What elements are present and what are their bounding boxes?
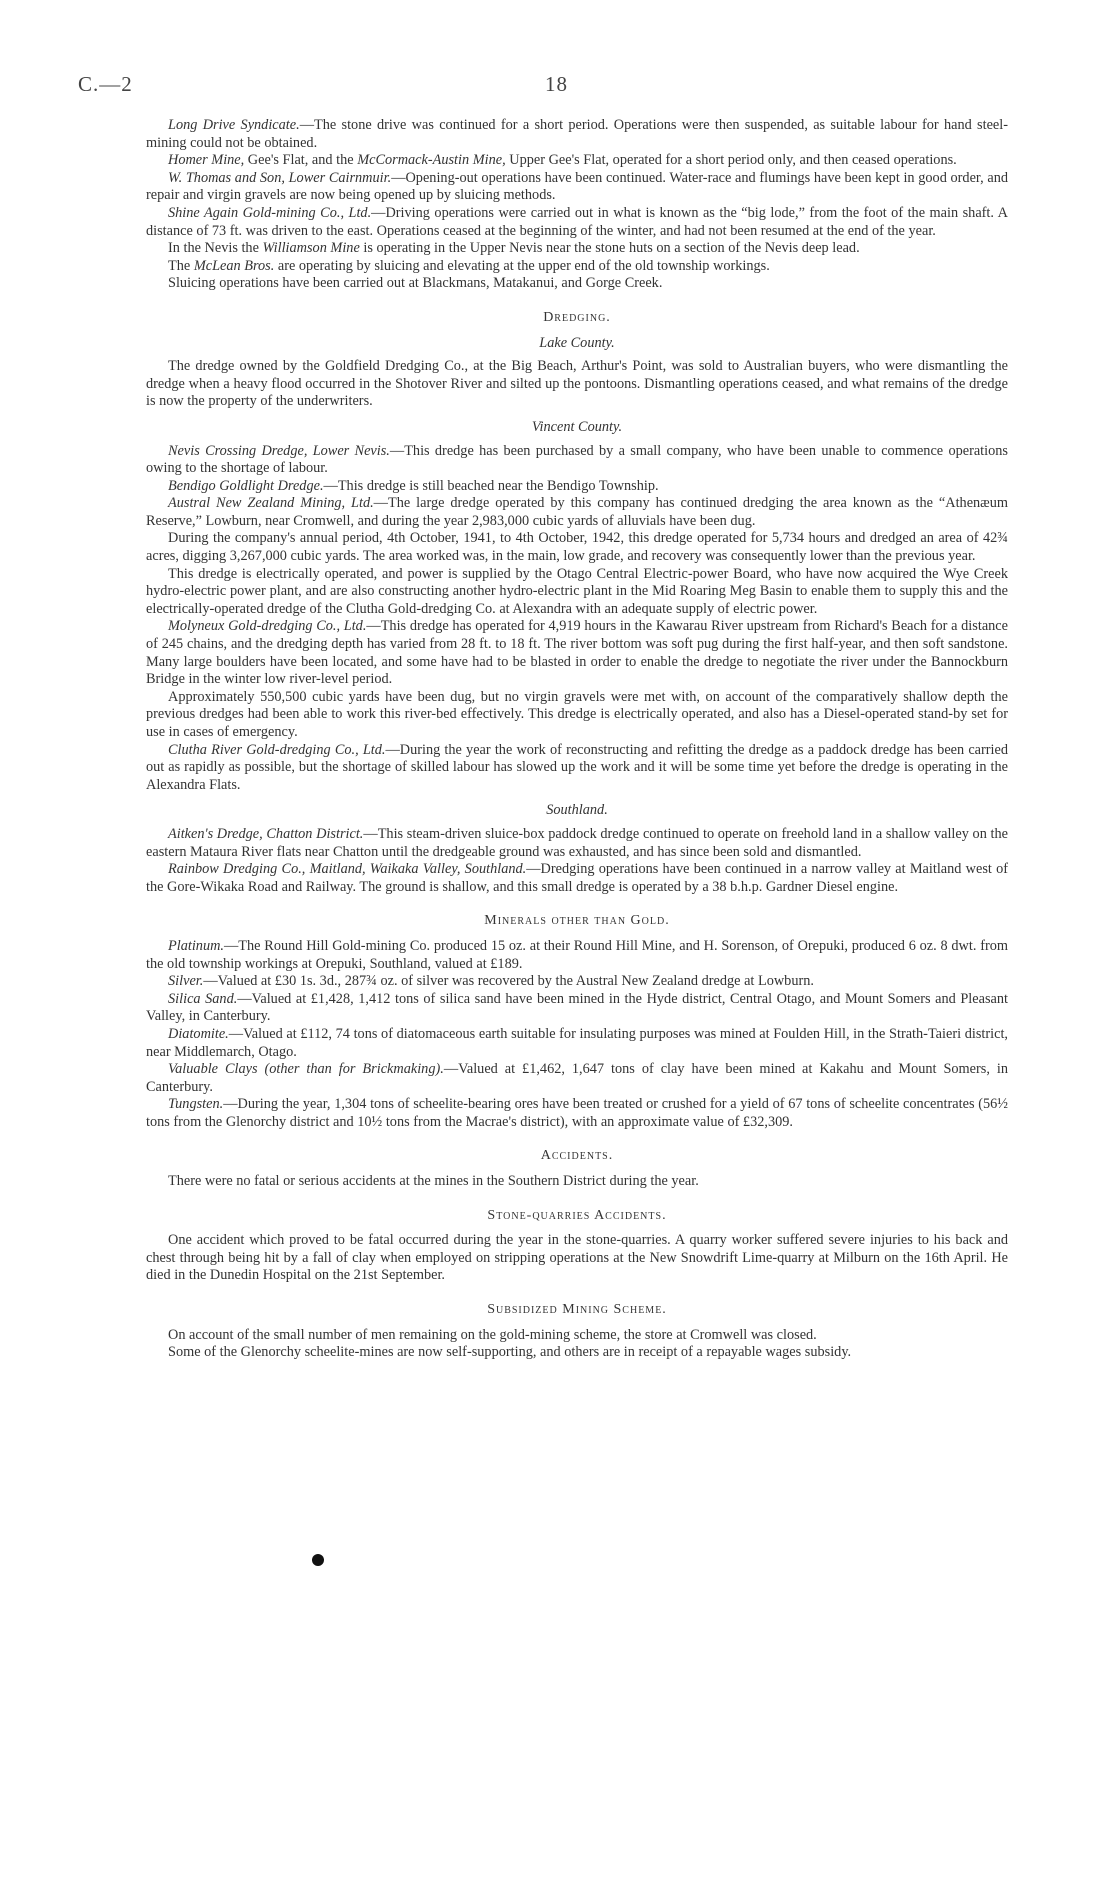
section-heading-subsidized: Subsidized Mining Scheme. [487,1302,667,1318]
subheading-vincent-county: Vincent County. [531,418,623,435]
paragraph: This dredge is electrically operated, and power is supplied by the Otago Central Electric-power Board, who have now acquired the Wye Creek hydro-electric power plant, and are also constructing another hydro-electric plant in the Mid Roaring Meg Basin to enable them to supply this and the electrically-operated dredge of the Clutha Gold-dredging Co. at Alexandra with an adequate supply of electric power. [146,565,1008,617]
paragraph: Shine Again Gold-mining Co., Ltd.—Driving operations were carried out in what is known as the “big lode,” from the foot of the main shaft. A distance of 73 ft. was driven to the east. Operations ceased at the beginning of the winter, and had not been resumed at the end of the year. [146,204,1008,239]
page-number: 18 [545,72,568,96]
paragraph: Bendigo Goldlight Dredge.—This dredge is still beached near the Bendigo Township. [168,477,659,494]
paragraph: Silica Sand.—Valued at £1,428, 1,412 tons of silica sand have been mined in the Hyde district, Central Otago, and Mount Somers and Pleasant Valley, in Canterbury. [146,990,1008,1025]
section-heading-minerals: Minerals other than Gold. [484,913,670,929]
paragraph: Clutha River Gold-dredging Co., Ltd.—During the year the work of reconstructing and refitting the dredge as a paddock dredge has been carried out as rapidly as possible, but the shortage of skilled labour has slowed up the work and it will be some time yet before the dredge is operating in the Alexandra Flats. [146,741,1009,793]
section-heading-dredging: Dredging. [543,309,611,325]
paragraph: Valuable Clays (other than for Brickmaking).—Valued at £1,462, 1,647 tons of clay have been mined at Kakahu and Mount Somers, in Canterbury. [146,1061,1008,1095]
paragraph: One accident which proved to be fatal occurred during the year in the stone-quarries. A quarry worker suffered severe injuries to his back and chest through being hit by a fall of clay when employed on stripping operations at the New Snowdrift Lime-quarry at Milburn on the 16th April. He died in the Dunedin Hospital on the 21st September. [146,1232,1008,1284]
paragraph: The dredge owned by the Goldfield Dredging Co., at the Big Beach, Arthur's Point, was sold to Australian buyers, who were dismantling the dredge when a heavy flood occurred in the Shotover River and silted up the pontoons. Dismantling operations ceased, and what remains of the dredge is now the property of the underwriters. [146,358,1008,410]
paragraph: Rainbow Dredging Co., Maitland, Waikaka Valley, Southland.—Dredging operations have been continued in a narrow valley at Maitland west of the Gore-Wikaka Road and Railway. The ground is shallow, and this small dredge is operated by a 38 b.h.p. Gardner Diesel engine. [146,861,1009,895]
paragraph: In the Nevis the Williamson Mine is operating in the Upper Nevis near the stone huts on a section of the Nevis deep lead. [168,240,860,257]
paragraph: Platinum.—The Round Hill Gold-mining Co. produced 15 oz. at their Round Hill Mine, and H. Sorenson, of Orepuki, produced 6 oz. 8 dwt. from the old township workings at Orepuki, Southland, valued at £189. [146,937,1008,972]
paragraph: Aitken's Dredge, Chatton District.—This steam-driven sluice-box paddock dredge continued to operate on freehold land in a shallow valley on the eastern Mataura River flats near Chatton until the dredgeable ground was exhausted, and has since been sold and dismantled. [146,825,1008,860]
subheading-southland: Southland. [546,802,608,819]
subheading-lake-county: Lake County. [539,334,615,351]
section-heading-accidents: Accidents. [540,1148,614,1164]
paragraph: Silver.—Valued at £30 1s. 3d., 287¾ oz. of silver was recovered by the Austral New Zealand dredge at Lowburn. [168,973,814,990]
paragraph: W. Thomas and Son, Lower Cairnmuir.—Opening-out operations have been continued. Water-race and flumings have been kept in good order, and repair and virgin gravels are now being opened up by sluicing methods. [146,169,1008,204]
paragraph: Sluicing operations have been carried out at Blackmans, Matakanui, and Gorge Creek. [168,275,663,292]
paragraph: Some of the Glenorchy scheelite-mines are now self-supporting, and others are in receipt of a repayable wages subsidy. [168,1344,852,1361]
paragraph: Molyneux Gold-dredging Co., Ltd.—This dredge has operated for 4,919 hours in the Kawarau River upstream from Richard's Beach for a distance of 245 chains, and the dredging depth has varied from 28 ft. to 18 ft. The river bottom was soft pug during the first half-year, and then soft sandstone. Many large boulders have been located, and some have had to be blasted in order to enable the dredge to negotiate the river under the Bannockburn Bridge in the winter low river-level period. [146,618,1008,688]
paragraph: Nevis Crossing Dredge, Lower Nevis.—This dredge has been purchased by a small company, who have been unable to commence operations owing to the shortage of labour. [146,442,1008,477]
paragraph: Tungsten.—During the year, 1,304 tons of scheelite-bearing ores have been treated or crushed for a yield of 67 tons of scheelite concentrates (56½ tons from the Glenorchy district and 10½ tons from the Macrae's district), with an approximate value of £32,309. [146,1096,1008,1130]
ink-dot-mark [312,1554,324,1566]
paragraph: Diatomite.—Valued at £112, 74 tons of diatomaceous earth suitable for insulating purposes was mined at Foulden Hill, in the Strath-Taieri district, near Middlemarch, Otago. [146,1025,1008,1060]
paragraph: Long Drive Syndicate.—The stone drive was continued for a short period. Operations were then suspended, as suitable labour for hand steel-mining could not be obtained. [146,117,1008,151]
paragraph: Austral New Zealand Mining, Ltd.—The large dredge operated by this company has continued dredging the area known as the “Athenæum Reserve,” Lowburn, near Cromwell, and during the year 2,983,000 cubic yards of alluvials have been dug. [146,495,1008,529]
section-heading-stone-quarries: Stone-quarries Accidents. [487,1207,667,1223]
paragraph: During the company's annual period, 4th October, 1941, to 4th October, 1942, this dredge operated for 5,734 hours and dredged an area of 42¾ acres, digging 3,267,000 cubic yards. The area worked was, in the main, low grade, and recovery was consequently lower than the previous year. [146,530,1008,565]
paragraph: Approximately 550,500 cubic yards have been dug, but no virgin gravels were met with, on account of the comparatively shallow depth the previous dredges had been able to work this river-bed effectively. This dredge is electrically operated, and also has a Diesel-operated stand-by set for use in cases of emergency. [146,688,1008,740]
paragraph: On account of the small number of men remaining on the gold-mining scheme, the store at Cromwell was closed. [168,1326,817,1343]
body-text [146,117,1008,1362]
paragraph: There were no fatal or serious accidents at the mines in the Southern District during the year. [168,1173,699,1190]
paragraph: Homer Mine, Gee's Flat, and the McCormack-Austin Mine, Upper Gee's Flat, operated for a short period only, and then ceased operations. [168,152,957,169]
paragraph: The McLean Bros. are operating by sluicing and elevating at the upper end of the old township workings. [168,257,770,274]
report-reference: C.—2 [78,72,133,96]
